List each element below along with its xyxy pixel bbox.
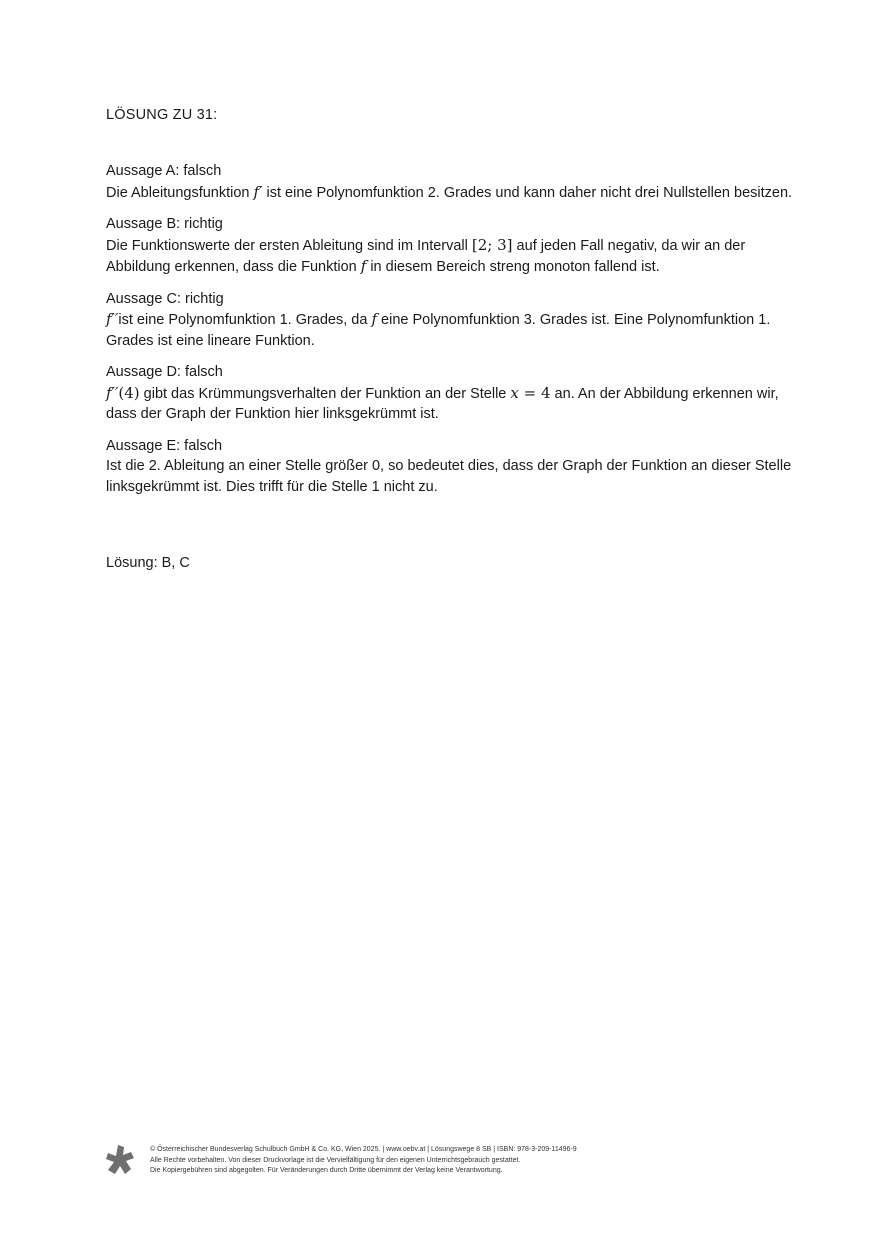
- footer-text: [150, 1145, 577, 1177]
- math-expression: = 4: [518, 383, 551, 402]
- publisher-logo-icon: [104, 1144, 136, 1176]
- statement-label: Aussage B: richtig: [106, 216, 223, 232]
- footer-copyright: © Österreichischer Bundesverlag Schulbuch GmbH & Co. KG, Wien 2025. | www.oebv.at | Lösungswege 8 SB | ISBN: 978-3-209-11496-9: [150, 1146, 577, 1153]
- statement-explanation: [106, 456, 796, 497]
- statement-explanation: [106, 383, 796, 425]
- math-expression: (4): [118, 383, 140, 402]
- explanation-text: an. An der Abbildung erkennen wir, dass der Graph der Funktion hier linksgekrümmt ist.: [106, 385, 779, 422]
- statement-block: [106, 289, 796, 352]
- footer-rights: Alle Rechte vorbehalten. Von dieser Druckvorlage ist die Vervielfältigung für den eigenen Unterrichtsgebrauch gestattet.: [150, 1156, 521, 1164]
- explanation-text: Die Funktionswerte der ersten Ableitung sind im Intervall: [106, 237, 472, 254]
- statement-block: [106, 161, 796, 203]
- page-title: LÖSUNG ZU 31:: [106, 107, 218, 123]
- footer-disclaimer: Die Kopiergebühren sind abgegolten. Für Veränderungen durch Dritte übernimmt der Verlag keine Verantwortung.: [150, 1167, 503, 1174]
- math-expression: f′: [253, 182, 263, 201]
- statement-explanation: [106, 309, 796, 351]
- statement-label: Aussage A: falsch: [106, 163, 222, 179]
- math-expression: x: [510, 383, 519, 402]
- statement-label: Aussage E: falsch: [106, 437, 223, 454]
- statement-explanation: [106, 235, 796, 278]
- explanation-text: Ist die 2. Ableitung an einer Stelle größer 0, so bedeutet dies, dass der Graph der Funktion an dieser Stelle linksgekrümmt ist. Dies trifft für die Stelle 1 nicht zu.: [106, 458, 792, 495]
- statement-label: Aussage D: falsch: [106, 364, 223, 380]
- explanation-text: eine Polynomfunktion 3. Grades ist. Eine Polynomfunktion 1. Grades ist eine lineare Funktion.: [106, 312, 771, 349]
- explanation-text: ist eine Polynomfunktion 2. Grades und kann daher nicht drei Nullstellen besitzen.: [262, 184, 793, 201]
- explanation-text: gibt das Krümmungsverhalten der Funktion an der Stelle: [139, 385, 511, 402]
- statement-block: [106, 362, 796, 425]
- explanation-text: in diesem Bereich streng monoton fallend ist.: [366, 259, 660, 275]
- statement-block: [106, 436, 796, 498]
- math-expression: f′′: [106, 383, 119, 402]
- final-answer: Lösung: B, C: [106, 555, 190, 571]
- math-expression: f′′: [106, 310, 119, 328]
- explanation-text: auf jeden Fall negativ, da wir an der Abbildung erkennen, dass die Funktion: [106, 237, 746, 275]
- math-expression: f: [371, 310, 378, 328]
- statement-explanation: [106, 182, 796, 204]
- statement-block: [106, 214, 796, 278]
- explanation-text: ist eine Polynomfunktion 1. Grades, da: [118, 312, 372, 328]
- math-expression: f: [360, 257, 367, 275]
- footer: [104, 1144, 724, 1180]
- math-expression: [2; 3]: [471, 235, 513, 254]
- solution-content: [106, 161, 796, 508]
- explanation-text: Die Ableitungsfunktion: [106, 184, 254, 201]
- statement-label: Aussage C: richtig: [106, 290, 224, 307]
